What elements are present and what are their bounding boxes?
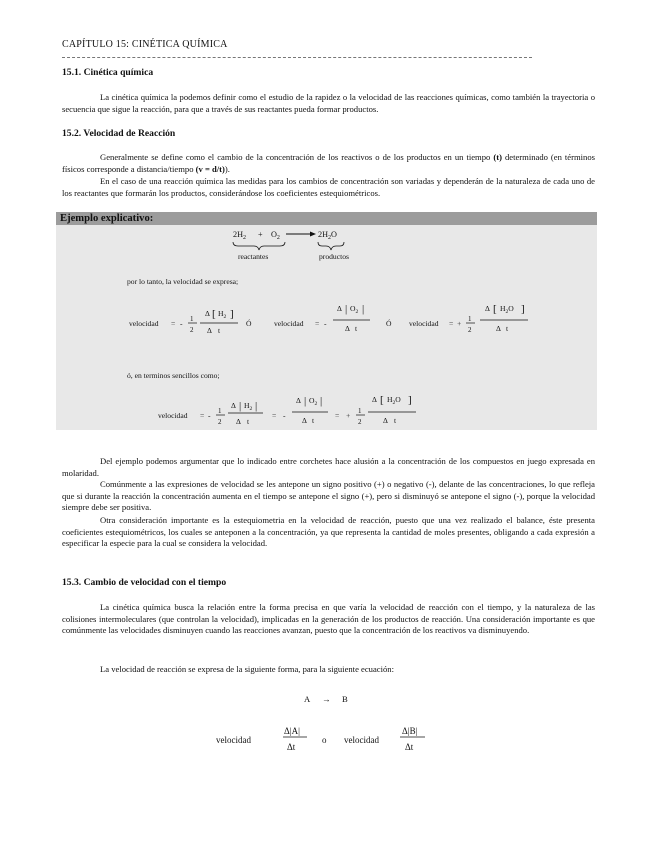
species-o2: $O_2$ [309, 396, 318, 407]
minus-sign: - [324, 319, 327, 328]
bracket-left: | [239, 400, 242, 412]
coef-den: 2 [468, 326, 472, 334]
simple-reaction-formulas [0, 680, 655, 760]
velocity-equation-row-2 [158, 394, 416, 426]
velocity-label-4: velocidad [158, 411, 188, 420]
species-h2: $H_2$ [244, 401, 253, 412]
chapter-header: CAPÍTULO 15: CINÉTICA QUÍMICA [62, 39, 228, 50]
p1-mid-text: determinado (en términos físicos corresponde a distancia/tiempo [62, 152, 595, 174]
section-15-2-title: 15.2. Velocidad de Reacción [62, 128, 176, 139]
time-symbol: t [247, 417, 250, 426]
delta-symbol: Δ [337, 304, 342, 313]
section-15-3-paragraph-1: La cinética química busca la relación entre la forma precisa en que varía la velocidad de reacción con el tiempo, y la naturaleza de las colisiones intermoleculares (que controlan la velocidad), implicadas en la generación de los productos de reacción. Una consideración importante es que comúnmente las velocidades disminuyen cuando las reacciones avanzan, puesto que la concentración de los reactivos va disminuyendo. [62, 602, 595, 636]
bracket-right: ] [521, 303, 525, 315]
velocity-label-a: velocidad [216, 735, 251, 745]
bracket-left: | [345, 303, 348, 315]
bracket-right: ] [230, 308, 234, 320]
coef-den: 2 [190, 326, 194, 334]
section-15-2-paragraph-2: En el caso de una reacción química las medidas para los cambios de concentración son variadas y dependerán de la naturaleza de cada uno de los reactantes que formarán los productos, considerándose los coeficientes estequiométricos. [62, 176, 595, 198]
species-o2: $O_2$ [350, 304, 359, 315]
time-symbol: t [394, 416, 397, 425]
plus-sign: + [457, 319, 462, 328]
velocity-label-2: velocidad [274, 319, 304, 328]
delta-symbol: Δ [383, 416, 388, 425]
delta-symbol: Δ [302, 416, 307, 425]
equals-sign: = [171, 319, 176, 328]
equals-sign: = [272, 411, 277, 420]
p1-formula: (v = d/t) [195, 163, 225, 174]
bracket-right: | [362, 303, 365, 315]
species-h2o: $H_2O$ [387, 395, 401, 406]
rate-expressions [216, 726, 425, 752]
bracket-left: [ [380, 394, 384, 406]
example-formulas [56, 225, 597, 430]
species-a: A [304, 694, 311, 704]
discussion-paragraph-2: Comúnmente a las expresiones de velocidad se les antepone un signo positivo (+) o negativo (-), delante de las concentraciones, lo que refleja que si durante la reacción la concentración aumenta en el tiempo se antepone el signo (+), pero si disminuyó se antepone el signo (-), porque la velocidad siempre debe ser positiva. [62, 479, 595, 513]
minus-sign: - [283, 411, 286, 420]
delta-symbol: Δ [236, 417, 241, 426]
time-symbol: t [312, 416, 315, 425]
fraction-b-denominator: Δt [405, 742, 414, 752]
plus-sign: + [346, 411, 351, 420]
example-line-2: ó, en terminos sencillos como; [127, 371, 220, 380]
coef-num: 1 [190, 315, 194, 323]
bracket-right: | [320, 395, 323, 407]
fraction-a-denominator: Δt [287, 742, 296, 752]
coef-den: 2 [218, 418, 222, 426]
or-label-1: Ó [246, 319, 252, 328]
delta-symbol: Δ [207, 326, 212, 335]
species-b: B [342, 694, 348, 704]
velocity-label-b: velocidad [344, 735, 379, 745]
example-title: Ejemplo explicativo: [56, 212, 597, 225]
equals-sign: = [449, 319, 454, 328]
time-symbol: t [355, 324, 358, 333]
species-h2o: $H_2O$ [500, 304, 514, 315]
coef-num: 1 [358, 407, 362, 415]
delta-symbol: Δ [372, 395, 377, 404]
products-brace [318, 242, 344, 250]
header-rule [62, 57, 532, 58]
velocity-label-1: velocidad [129, 319, 159, 328]
discussion-paragraph-1: Del ejemplo podemos argumentar que lo indicado entre corchetes hace alusión a la concentración de los compuestos en juego expresada en molaridad. [62, 456, 595, 478]
delta-symbol: Δ [205, 309, 210, 318]
delta-symbol: Δ [345, 324, 350, 333]
time-symbol: t [506, 324, 509, 333]
equals-sign: = [335, 411, 340, 420]
section-15-1-title: 15.1. Cinética química [62, 67, 154, 78]
species-h2: $H_2$ [218, 309, 227, 320]
delta-symbol: Δ [231, 401, 236, 410]
bracket-left: [ [493, 303, 497, 315]
example-box [56, 212, 597, 430]
reactants-label: reactantes [238, 252, 269, 261]
reaction-arrowhead [310, 232, 316, 237]
example-line-1: por lo tanto, la velocidad se expresa; [127, 277, 239, 286]
velocity-label-3: velocidad [409, 319, 439, 328]
reaction-plus: + [258, 230, 263, 239]
reaction-product-h2o: $2H_2O$ [318, 230, 337, 241]
or-connector: o [322, 735, 327, 745]
section-15-1-paragraph: La cinética química la podemos definir como el estudio de la rapidez o la velocidad de las reacciones químicas, como también la trayectoria o secuencia que sigue la reacción, para que a través de sus reactantes pueda formar productos. [62, 92, 595, 114]
fraction-a-numerator: Δ|A| [284, 726, 300, 736]
bracket-left: | [304, 395, 307, 407]
minus-sign: - [180, 319, 183, 328]
reaction-arrow: → [322, 694, 331, 704]
simple-reaction [304, 694, 348, 704]
fraction-b-numerator: Δ|B| [402, 726, 418, 736]
velocity-equations-row-1 [129, 303, 528, 335]
bracket-left: [ [212, 308, 216, 320]
minus-sign: - [208, 411, 211, 420]
reactants-brace [233, 242, 285, 250]
or-label-2: Ó [386, 319, 392, 328]
equals-sign: = [200, 411, 205, 420]
coef-num: 1 [218, 407, 222, 415]
equals-sign: = [315, 319, 320, 328]
discussion-paragraph-3: Otra consideración importante es la estequiometria en la velocidad de reacción, puesto que una vez realizado el balance, éste presenta coeficientes estequiométricos, los cuales se anteponen a la concentración, ya que representa la cantidad de moles presentes, obligando a cada expresión a especificar la especie para la cual se considera la velocidad. [62, 515, 595, 549]
reaction-equation [233, 230, 349, 261]
p1-end-text: ). [224, 163, 230, 174]
coef-den: 2 [358, 418, 362, 426]
section-15-2-paragraph-1 [62, 152, 595, 175]
delta-symbol: Δ [496, 324, 501, 333]
delta-symbol: Δ [296, 396, 301, 405]
p1-time-symbol: (t) [493, 152, 502, 162]
products-label: productos [319, 252, 349, 261]
section-15-3-title: 15.3. Cambio de velocidad con el tiempo [62, 577, 227, 588]
bracket-right: ] [408, 394, 412, 406]
coef-num: 1 [468, 315, 472, 323]
section-15-3-paragraph-2: La velocidad de reacción se expresa de la siguiente forma, para la siguiente ecuación: [100, 664, 394, 674]
delta-symbol: Δ [485, 304, 490, 313]
reaction-reactant-h2: $2H_2$ [233, 230, 247, 241]
p1-main-text: Generalmente se define como el cambio de la concentración de los reactivos o de los productos en un tiempo [100, 152, 494, 162]
reaction-reactant-o2: $O_2$ [271, 230, 280, 241]
time-symbol: t [218, 326, 221, 335]
bracket-right: | [255, 400, 258, 412]
